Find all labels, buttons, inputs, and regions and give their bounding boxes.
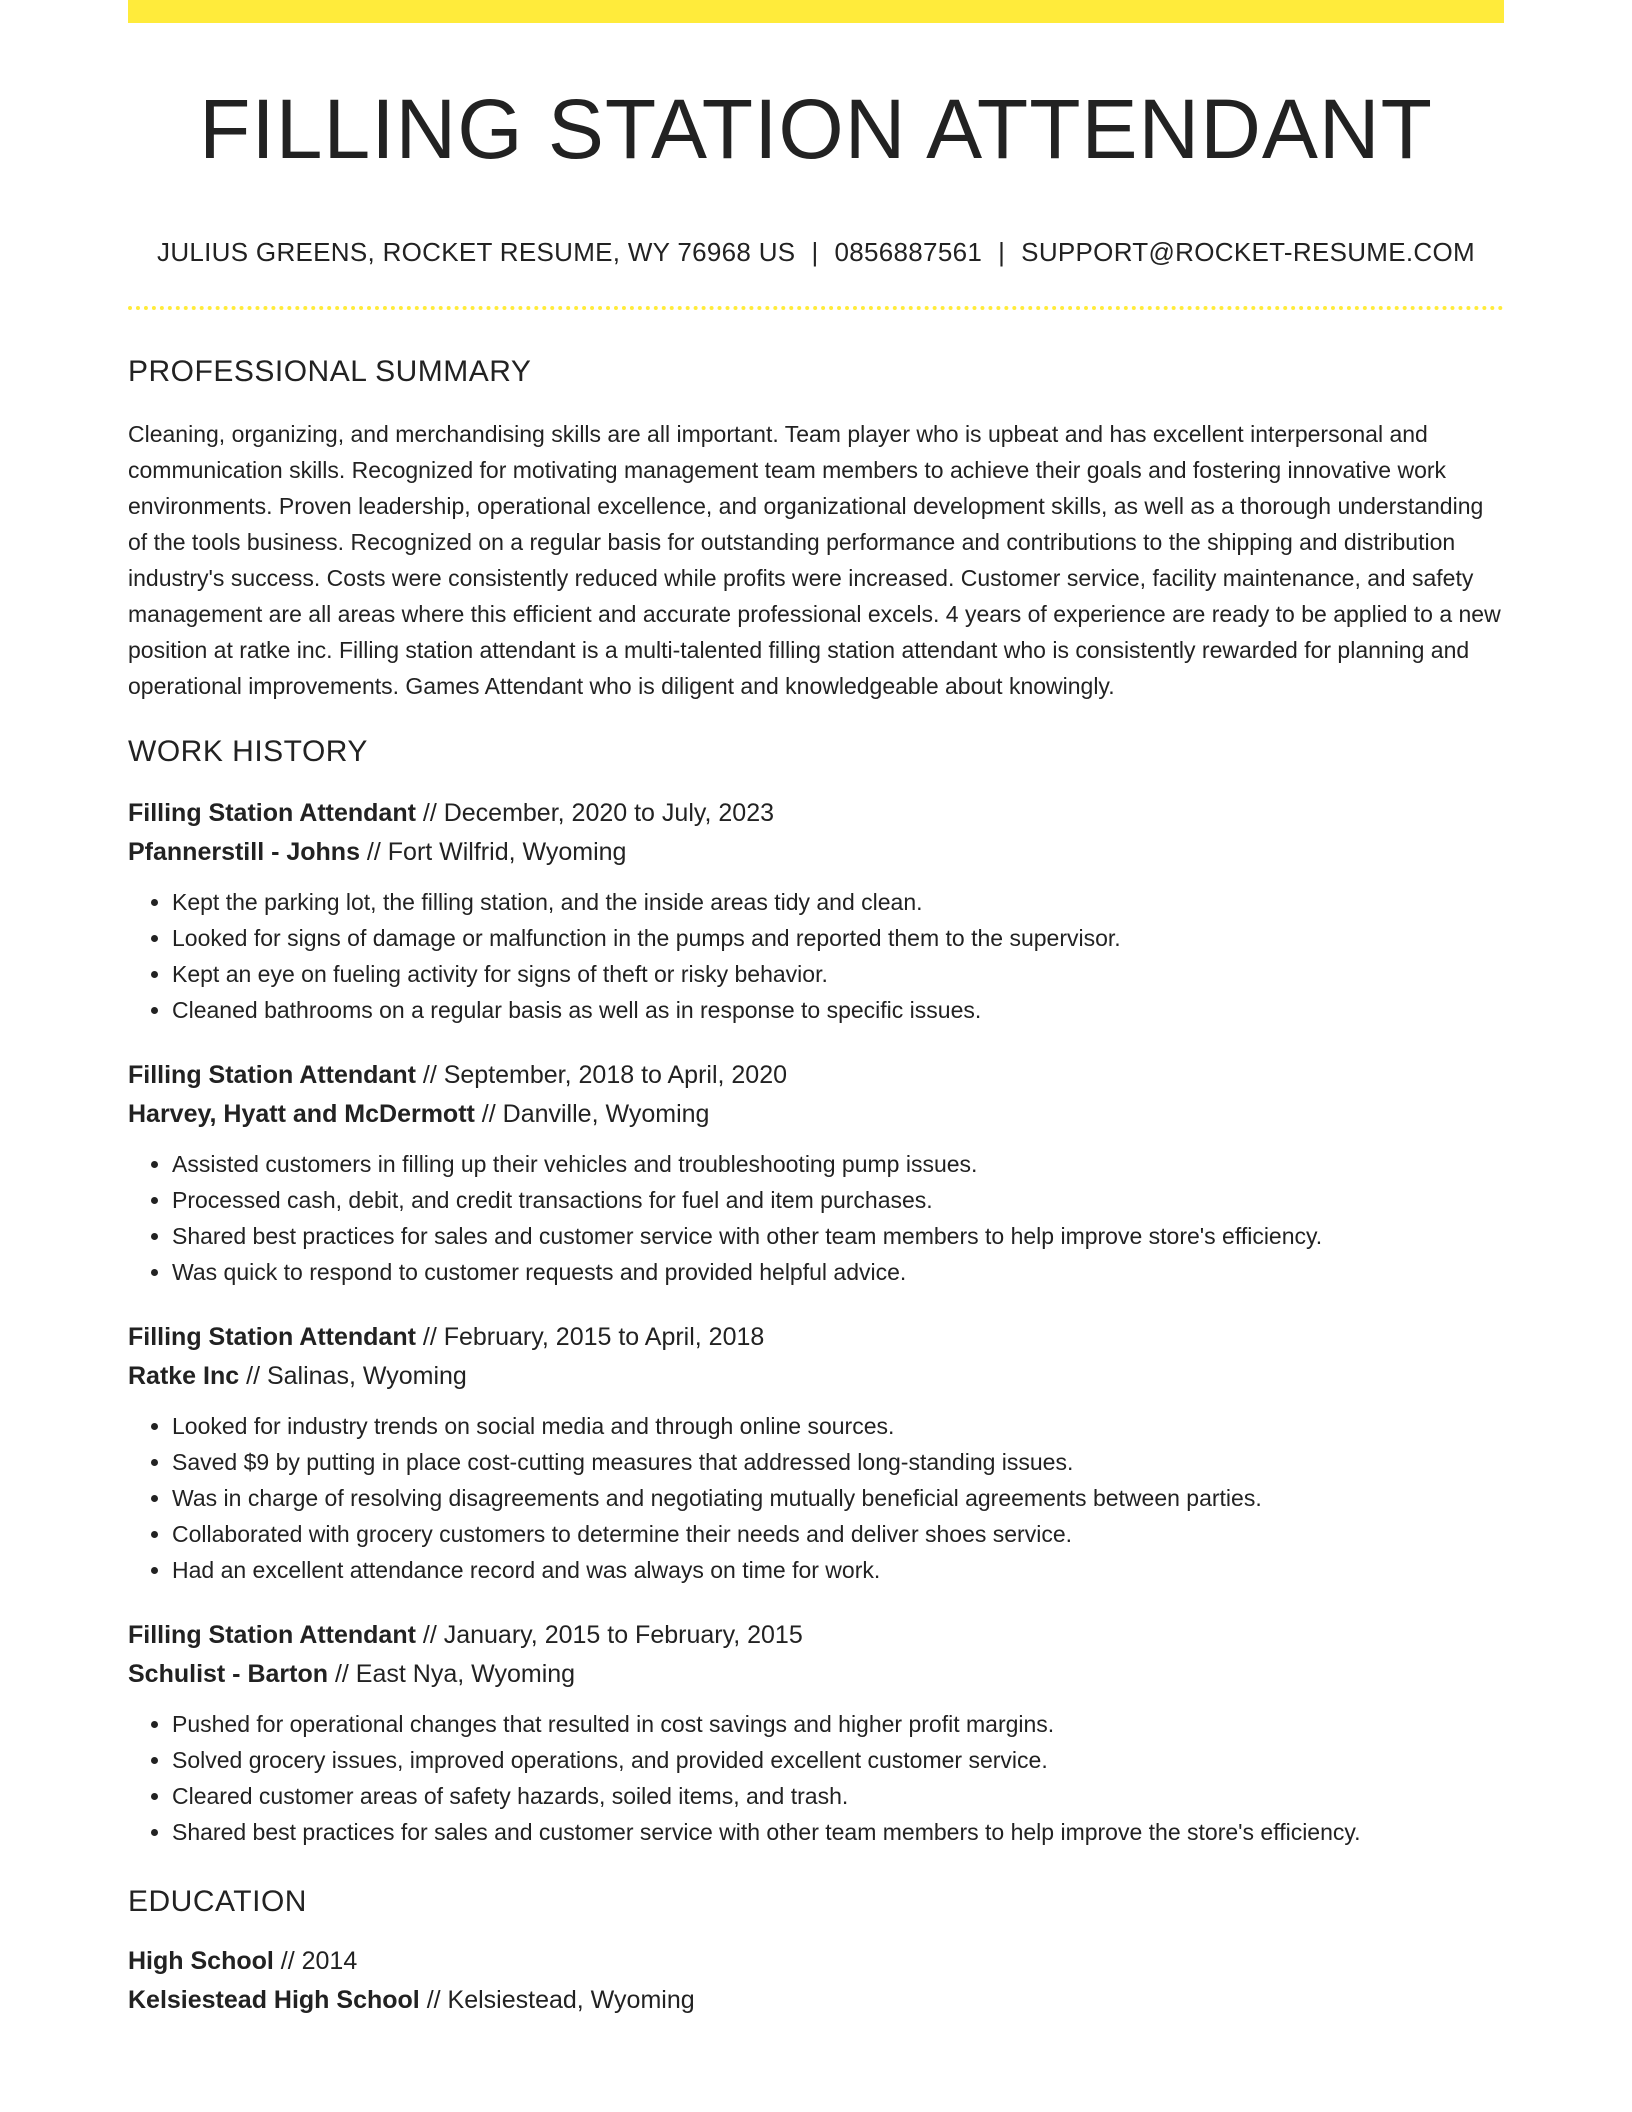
job-bullet: • Looked for signs of damage or malfunction in the pumps and reported them to the supervisor.: [172, 920, 1504, 956]
job-role: Filling Station Attendant: [128, 799, 416, 827]
job-bullet: • Looked for industry trends on social media and through online sources.: [172, 1408, 1504, 1444]
job-bullets: [128, 884, 1504, 1028]
job-bullet: • Was quick to respond to customer requests and provided helpful advice.: [172, 1254, 1504, 1290]
job-bullet: • Cleaned bathrooms on a regular basis as well as in response to specific issues.: [172, 992, 1504, 1028]
education-school: Kelsiestead High School: [128, 1986, 420, 2014]
job-dates: // December, 2020 to July, 2023: [415, 799, 775, 827]
job-location: // East Nya, Wyoming: [328, 1660, 576, 1688]
education-heading: EDUCATION: [128, 1885, 307, 1918]
work-history-list: [128, 794, 1504, 1850]
job-company-line: [128, 1357, 1504, 1396]
job-title-line: [128, 1616, 1504, 1655]
education-degree: High School: [128, 1947, 274, 1975]
job-bullet: • Assisted customers in filling up their vehicles and troubleshooting pump issues.: [172, 1146, 1504, 1182]
job-bullet: • Kept the parking lot, the filling station, and the inside areas tidy and clean.: [172, 884, 1504, 920]
job-bullets: [128, 1706, 1504, 1850]
job-title-line: [128, 1318, 1504, 1357]
job-entry: [128, 1318, 1504, 1588]
contact-address: JULIUS GREENS, ROCKET RESUME, WY 76968 US: [157, 237, 796, 267]
job-title-line: [128, 794, 1504, 833]
education-school-line: [128, 1981, 1504, 2020]
job-bullet: • Solved grocery issues, improved operations, and provided excellent customer service.: [172, 1742, 1504, 1778]
job-role: Filling Station Attendant: [128, 1061, 416, 1089]
job-bullet: • Collaborated with grocery customers to determine their needs and deliver shoes service.: [172, 1516, 1504, 1552]
contact-phone: 0856887561: [834, 237, 983, 267]
job-bullet: • Was in charge of resolving disagreements and negotiating mutually beneficial agreements between parties.: [172, 1480, 1504, 1516]
job-location: // Salinas, Wyoming: [239, 1362, 467, 1390]
contact-separator: |: [811, 237, 819, 267]
education-degree-line: [128, 1942, 1504, 1981]
job-location: // Fort Wilfrid, Wyoming: [359, 838, 627, 866]
job-entry: [128, 1056, 1504, 1290]
job-company-line: [128, 833, 1504, 872]
job-location: // Danville, Wyoming: [474, 1100, 710, 1128]
contact-separator: |: [998, 237, 1006, 267]
resume-page: [128, 0, 1504, 2020]
job-dates: // September, 2018 to April, 2020: [415, 1061, 788, 1089]
job-company: Schulist - Barton: [128, 1660, 329, 1688]
job-bullet: • Processed cash, debit, and credit transactions for fuel and item purchases.: [172, 1182, 1504, 1218]
job-bullet: • Kept an eye on fueling activity for signs of theft or risky behavior.: [172, 956, 1504, 992]
education-year: // 2014: [273, 1947, 358, 1975]
job-company: Ratke Inc: [128, 1362, 240, 1390]
job-company: Pfannerstill - Johns: [128, 838, 360, 866]
job-bullet: • Shared best practices for sales and customer service with other team members to help improve store's efficiency.: [172, 1218, 1504, 1254]
job-entry: [128, 1616, 1504, 1850]
resume-title: FILLING STATION ATTENDANT: [199, 82, 1433, 176]
job-dates: // February, 2015 to April, 2018: [415, 1323, 765, 1351]
job-bullet: • Saved $9 by putting in place cost-cutting measures that addressed long-standing issues.: [172, 1444, 1504, 1480]
job-entry: [128, 794, 1504, 1028]
job-role: Filling Station Attendant: [128, 1621, 416, 1649]
job-dates: // January, 2015 to February, 2015: [415, 1621, 803, 1649]
top-accent-bar: [128, 0, 1504, 23]
job-bullet: • Pushed for operational changes that resulted in cost savings and higher profit margins.: [172, 1706, 1504, 1742]
job-bullet: • Cleared customer areas of safety hazards, soiled items, and trash.: [172, 1778, 1504, 1814]
job-bullets: [128, 1146, 1504, 1290]
job-title-line: [128, 1056, 1504, 1095]
contact-line: [128, 237, 1504, 268]
work-history-heading: WORK HISTORY: [128, 735, 368, 768]
job-company: Harvey, Hyatt and McDermott: [128, 1100, 475, 1128]
job-bullet: • Shared best practices for sales and customer service with other team members to help improve the store's efficiency.: [172, 1814, 1504, 1850]
job-bullets: [128, 1408, 1504, 1588]
education-location: // Kelsiestead, Wyoming: [419, 1986, 695, 2014]
contact-email: SUPPORT@ROCKET-RESUME.COM: [1021, 237, 1475, 267]
summary-heading: PROFESSIONAL SUMMARY: [128, 355, 532, 388]
dotted-divider: [128, 306, 1504, 310]
job-role: Filling Station Attendant: [128, 1323, 416, 1351]
education-entry: [128, 1942, 1504, 2020]
job-company-line: [128, 1095, 1504, 1134]
summary-text: Cleaning, organizing, and merchandising skills are all important. Team player who is upbeat and has excellent interpersonal and communication skills. Recognized for motivating management team members to achieve their goals and fostering innovative work environments. Proven leadership, operational excellence, and organizational development skills, as well as a thorough understanding of the tools business. Recognized on a regular basis for outstanding performance and contributions to the shipping and distribution industry's success. Costs were consistently reduced while profits were increased. Customer service, facility maintenance, and safety management are all areas where this efficient and accurate professional excels. 4 years of experience are ready to be applied to a new position at ratke inc. Filling station attendant is a multi-talented filling station attendant who is consistently rewarded for planning and operational improvements. Games Attendant who is diligent and knowledgeable about knowingly.: [128, 421, 1501, 699]
job-bullet: • Had an excellent attendance record and was always on time for work.: [172, 1552, 1504, 1588]
job-company-line: [128, 1655, 1504, 1694]
